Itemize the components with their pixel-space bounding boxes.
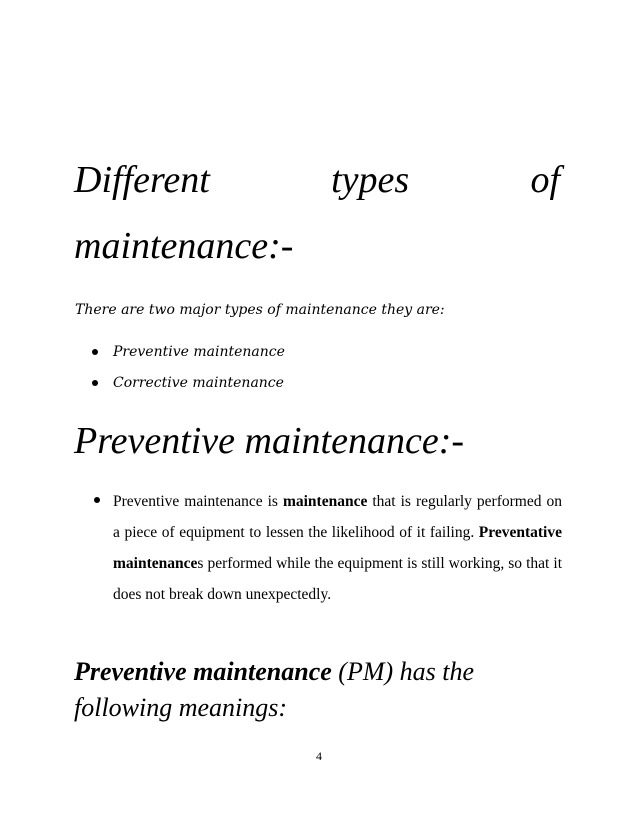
list-item: Corrective maintenance <box>92 371 285 402</box>
section-heading-pm-meanings <box>74 654 544 726</box>
list-item: Preventive maintenance <box>92 340 285 371</box>
section-heading-types <box>74 155 560 205</box>
heading-rest: (PM) has the following meanings: <box>74 657 475 722</box>
preventive-definition-paragraph <box>113 486 562 610</box>
paragraph-text: s performed while the equipment is still working, so that it does not break down unexpectedly. <box>113 555 562 603</box>
section-heading-preventive: Preventive maintenance:- <box>74 420 465 462</box>
heading-line-maintenance: maintenance:- <box>74 225 294 267</box>
bold-term-preventative-maintenance: Preventative maintenance <box>113 524 562 572</box>
bold-term-maintenance: maintenance <box>282 493 368 510</box>
intro-text: There are two major types of maintenance they are: <box>75 302 445 318</box>
heading-word-different: Different <box>74 159 210 201</box>
heading-word-of: of <box>530 159 560 201</box>
heading-bold-term: Preventive maintenance <box>74 657 332 686</box>
paragraph-text: that is regularly performed on a piece of equipment to lessen the likelihood of it failing. <box>113 493 562 541</box>
page-number: 4 <box>316 749 322 763</box>
paragraph-text: Preventive maintenance is <box>113 493 283 510</box>
maintenance-types-list <box>92 340 285 402</box>
heading-word-types: types <box>331 159 410 201</box>
bullet-icon <box>94 497 100 503</box>
